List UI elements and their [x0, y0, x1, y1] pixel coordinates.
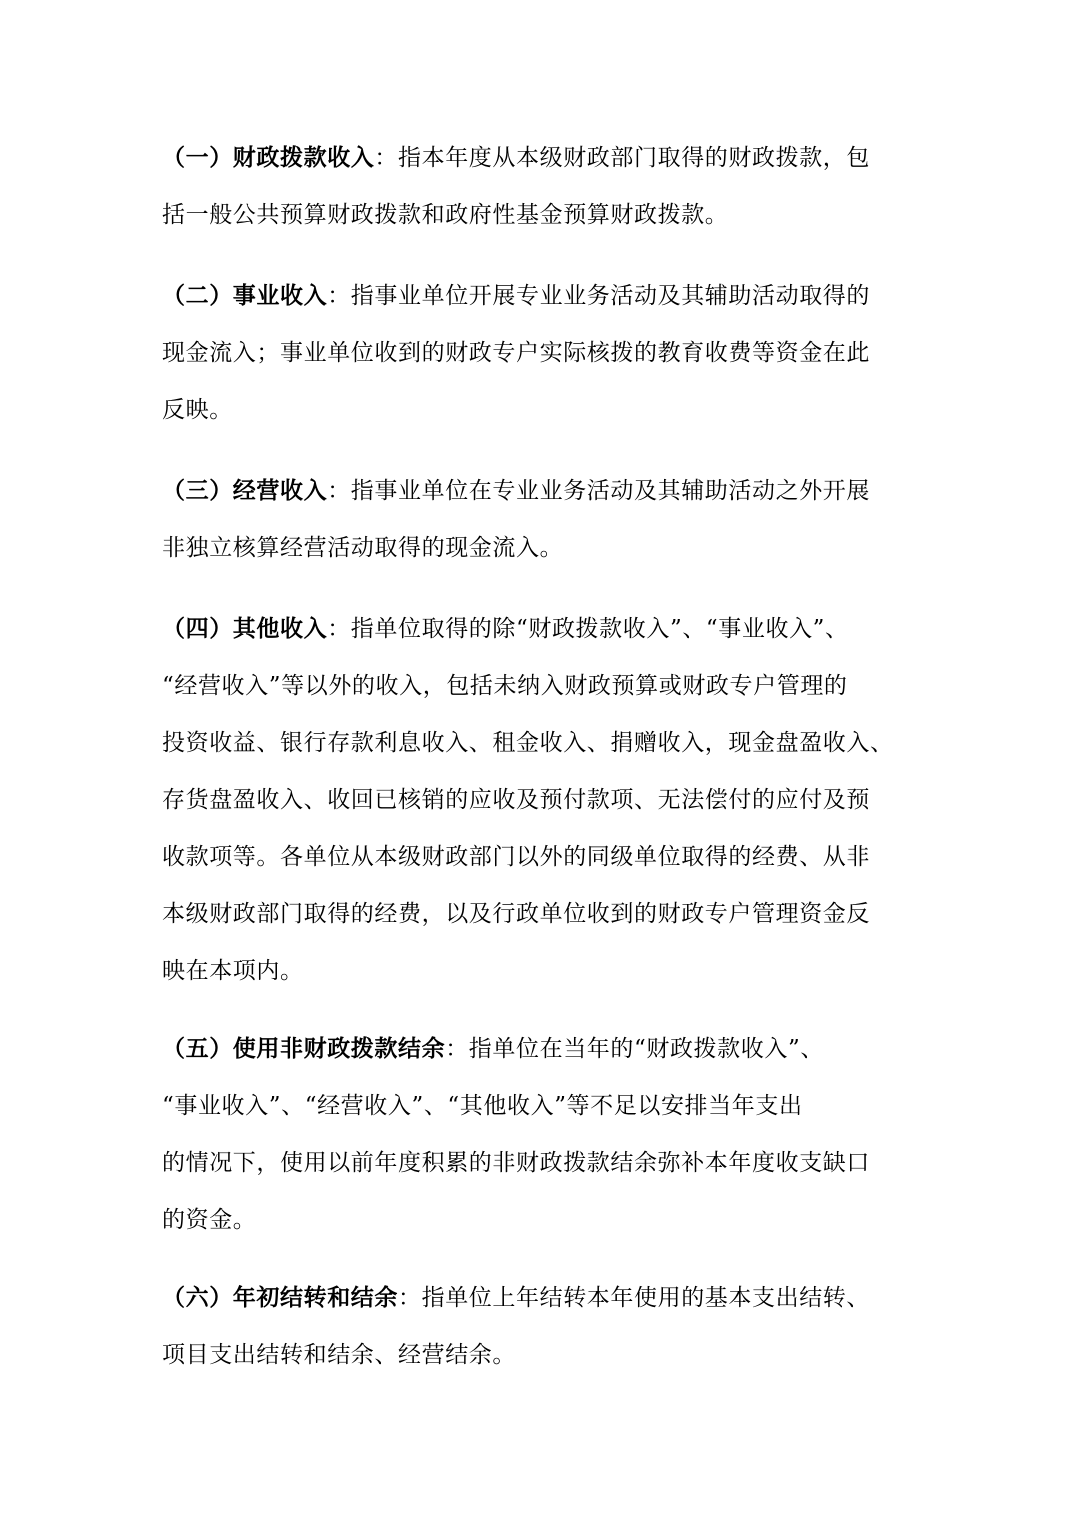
- section-1-term: （一）财政拨款收入: [162, 145, 375, 171]
- section-5-term: （五）使用非财政拨款结余: [162, 1036, 446, 1062]
- section-3-term: （三）经营收入: [162, 478, 328, 504]
- paragraph-line: 投资收益、银行存款利息收入、租金收入、捐赠收入，现金盘盈收入、: [162, 730, 894, 756]
- paragraph-line: （五）使用非财政拨款结余：指单位在当年的“财政拨款收入”、: [162, 1036, 824, 1062]
- paragraph-line: （一）财政拨款收入：指本年度从本级财政部门取得的财政拨款，包: [162, 145, 871, 171]
- paragraph-line: 的情况下，使用以前年度积累的非财政拨款结余弥补本年度收支缺口: [162, 1150, 870, 1176]
- paragraph-line: 的资金。: [162, 1207, 257, 1233]
- paragraph-line: 存货盘盈收入、收回已核销的应收及预付款项、无法偿付的应付及预: [162, 787, 870, 813]
- section-2-term: （二）事业收入: [162, 283, 328, 309]
- paragraph-line: （二）事业收入：指事业单位开展专业业务活动及其辅助活动取得的: [162, 283, 871, 309]
- paragraph-line: （三）经营收入：指事业单位在专业业务活动及其辅助活动之外开展: [162, 478, 871, 504]
- paragraph-line: 现金流入；事业单位收到的财政专户实际核拨的教育收费等资金在此: [162, 340, 870, 366]
- section-2-paragraph: [162, 268, 952, 439]
- paragraph-line: 非独立核算经营活动取得的现金流入。: [162, 535, 564, 561]
- paragraph-line: 本级财政部门取得的经费，以及行政单位收到的财政专户管理资金反: [162, 901, 870, 927]
- paragraph-line: （六）年初结转和结余：指单位上年结转本年使用的基本支出结转、: [162, 1285, 870, 1311]
- paragraph-line: 映在本项内。: [162, 958, 304, 984]
- paragraph-line: （四）其他收入：指单位取得的除“财政拨款收入”、“事业收入”、: [162, 616, 849, 642]
- section-5-paragraph: [162, 1021, 952, 1249]
- section-4-paragraph: [162, 601, 952, 1000]
- paragraph-line: “事业收入”、“经营收入”、“其他收入”等不足以安排当年支出: [162, 1093, 803, 1119]
- paragraph-line: 括一般公共预算财政拨款和政府性基金预算财政拨款。: [162, 202, 729, 228]
- paragraph-line: 项目支出结转和结余、经营结余。: [162, 1342, 516, 1368]
- section-1-paragraph: [162, 130, 952, 244]
- paragraph-line: “经营收入”等以外的收入，包括未纳入财政预算或财政专户管理的: [162, 673, 848, 699]
- section-6-term: （六）年初结转和结余: [162, 1285, 398, 1311]
- section-3-paragraph: [162, 463, 952, 577]
- section-6-paragraph: [162, 1270, 952, 1384]
- section-4-term: （四）其他收入: [162, 616, 328, 642]
- paragraph-line: 反映。: [162, 397, 233, 423]
- paragraph-line: 收款项等。各单位从本级财政部门以外的同级单位取得的经费、从非: [162, 844, 870, 870]
